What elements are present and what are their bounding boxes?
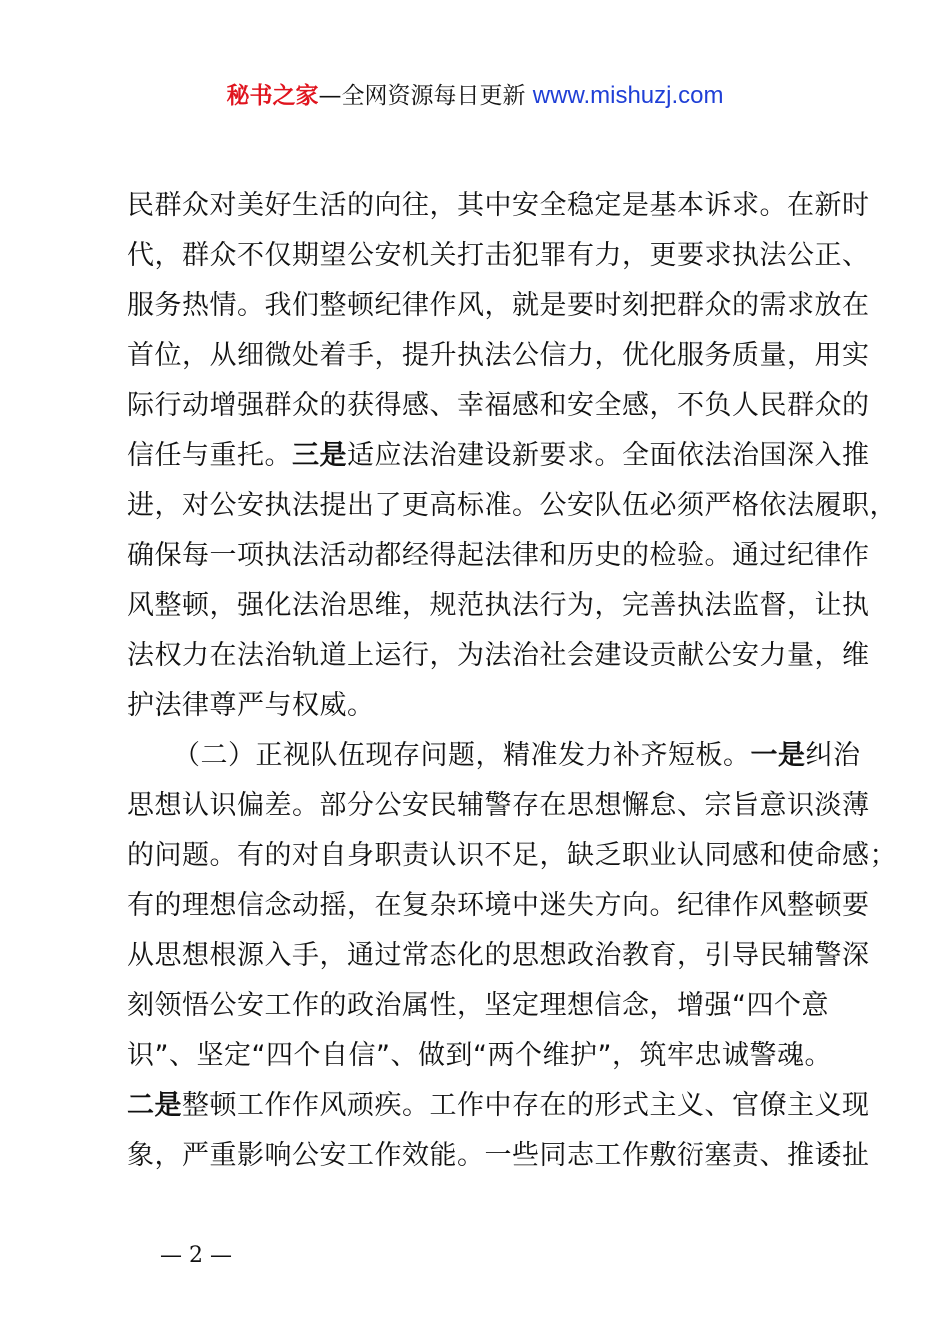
- text-line: [127, 781, 870, 831]
- page-number: — 2 —: [160, 1243, 232, 1268]
- text-line: [127, 281, 870, 331]
- text-line: [127, 331, 870, 381]
- site-brand: 秘书之家: [226, 83, 319, 109]
- text-run: 民群众对美好生活的向往，其中安全稳定是基本诉求。在新时: [127, 190, 870, 221]
- text-run: 适应法治建设新要求。全面依法治国深入推: [347, 440, 870, 471]
- text-run: 际行动增强群众的获得感、幸福感和安全感，不负人民群众的: [127, 390, 870, 421]
- site-url-link[interactable]: www.mishuzj.com: [532, 82, 724, 109]
- text-line: [127, 531, 870, 581]
- site-header: [0, 80, 950, 112]
- text-line: [127, 831, 897, 881]
- text-run: 纠治: [805, 740, 861, 771]
- text-line: [127, 1031, 837, 1081]
- text-run: 确保每一项执法活动都经得起法律和历史的检验。通过纪律作: [127, 540, 870, 571]
- text-run: 信任与重托。: [127, 440, 292, 471]
- text-run: 首位，从细微处着手，提升执法公信力，优化服务质量，用实: [127, 340, 870, 371]
- text-run: 刻领悟公安工作的政治属性，坚定理想信念，增强“四个意: [127, 990, 829, 1021]
- bold-ordinal-text: 三是: [292, 440, 347, 471]
- text-run: 的问题。有的对自身职责认识不足，缺乏职业认同感和使命感；: [127, 840, 897, 871]
- text-line: [127, 481, 897, 531]
- text-run: 护法律尊严与权威。: [127, 690, 375, 721]
- text-run: 思想认识偏差。部分公安民辅警存在思想懈怠、宗旨意识淡薄: [127, 790, 870, 821]
- text-line: [127, 931, 870, 981]
- text-run: 象，严重影响公安工作效能。一些同志工作敷衍塞责、推诿扯: [127, 1140, 870, 1171]
- text-line: [127, 431, 870, 481]
- text-run: （二）正视队伍现存问题，精准发力补齐短板。: [173, 740, 751, 771]
- text-line: [127, 181, 870, 231]
- text-run: 整顿工作作风顽疾。工作中存在的形式主义、官僚主义现: [182, 1090, 870, 1121]
- document-body: [127, 181, 897, 1181]
- text-run: 有的理想信念动摇，在复杂环境中迷失方向。纪律作风整顿要: [127, 890, 870, 921]
- text-line: [127, 1081, 870, 1131]
- text-run: 代，群众不仅期望公安机关打击犯罪有力，更要求执法公正、: [127, 240, 870, 271]
- text-line: [127, 881, 870, 931]
- site-tagline: —全网资源每日更新: [318, 83, 526, 109]
- text-run: 服务热情。我们整顿纪律作风，就是要时刻把群众的需求放在: [127, 290, 870, 321]
- text-line: [127, 681, 837, 731]
- text-run: 从思想根源入手，通过常态化的思想政治教育，引导民辅警深: [127, 940, 870, 971]
- text-line: [127, 631, 870, 681]
- bold-ordinal-text: 二是: [127, 1090, 182, 1121]
- text-line: [127, 231, 870, 281]
- text-line: [127, 381, 870, 431]
- text-run: 进，对公安执法提出了更高标准。公安队伍必须严格依法履职，: [127, 490, 897, 521]
- text-line: [127, 981, 837, 1031]
- text-line: [127, 581, 870, 631]
- text-run: 识”、坚定“四个自信”、做到“两个维护”，筑牢忠诚警魂。: [127, 1040, 832, 1071]
- bold-ordinal-text: 一是: [750, 740, 806, 771]
- text-line: [127, 731, 861, 781]
- text-line: [127, 1131, 870, 1181]
- text-run: 风整顿，强化法治思维，规范执法行为，完善执法监督，让执: [127, 590, 870, 621]
- text-run: 法权力在法治轨道上运行，为法治社会建设贡献公安力量，维: [127, 640, 870, 671]
